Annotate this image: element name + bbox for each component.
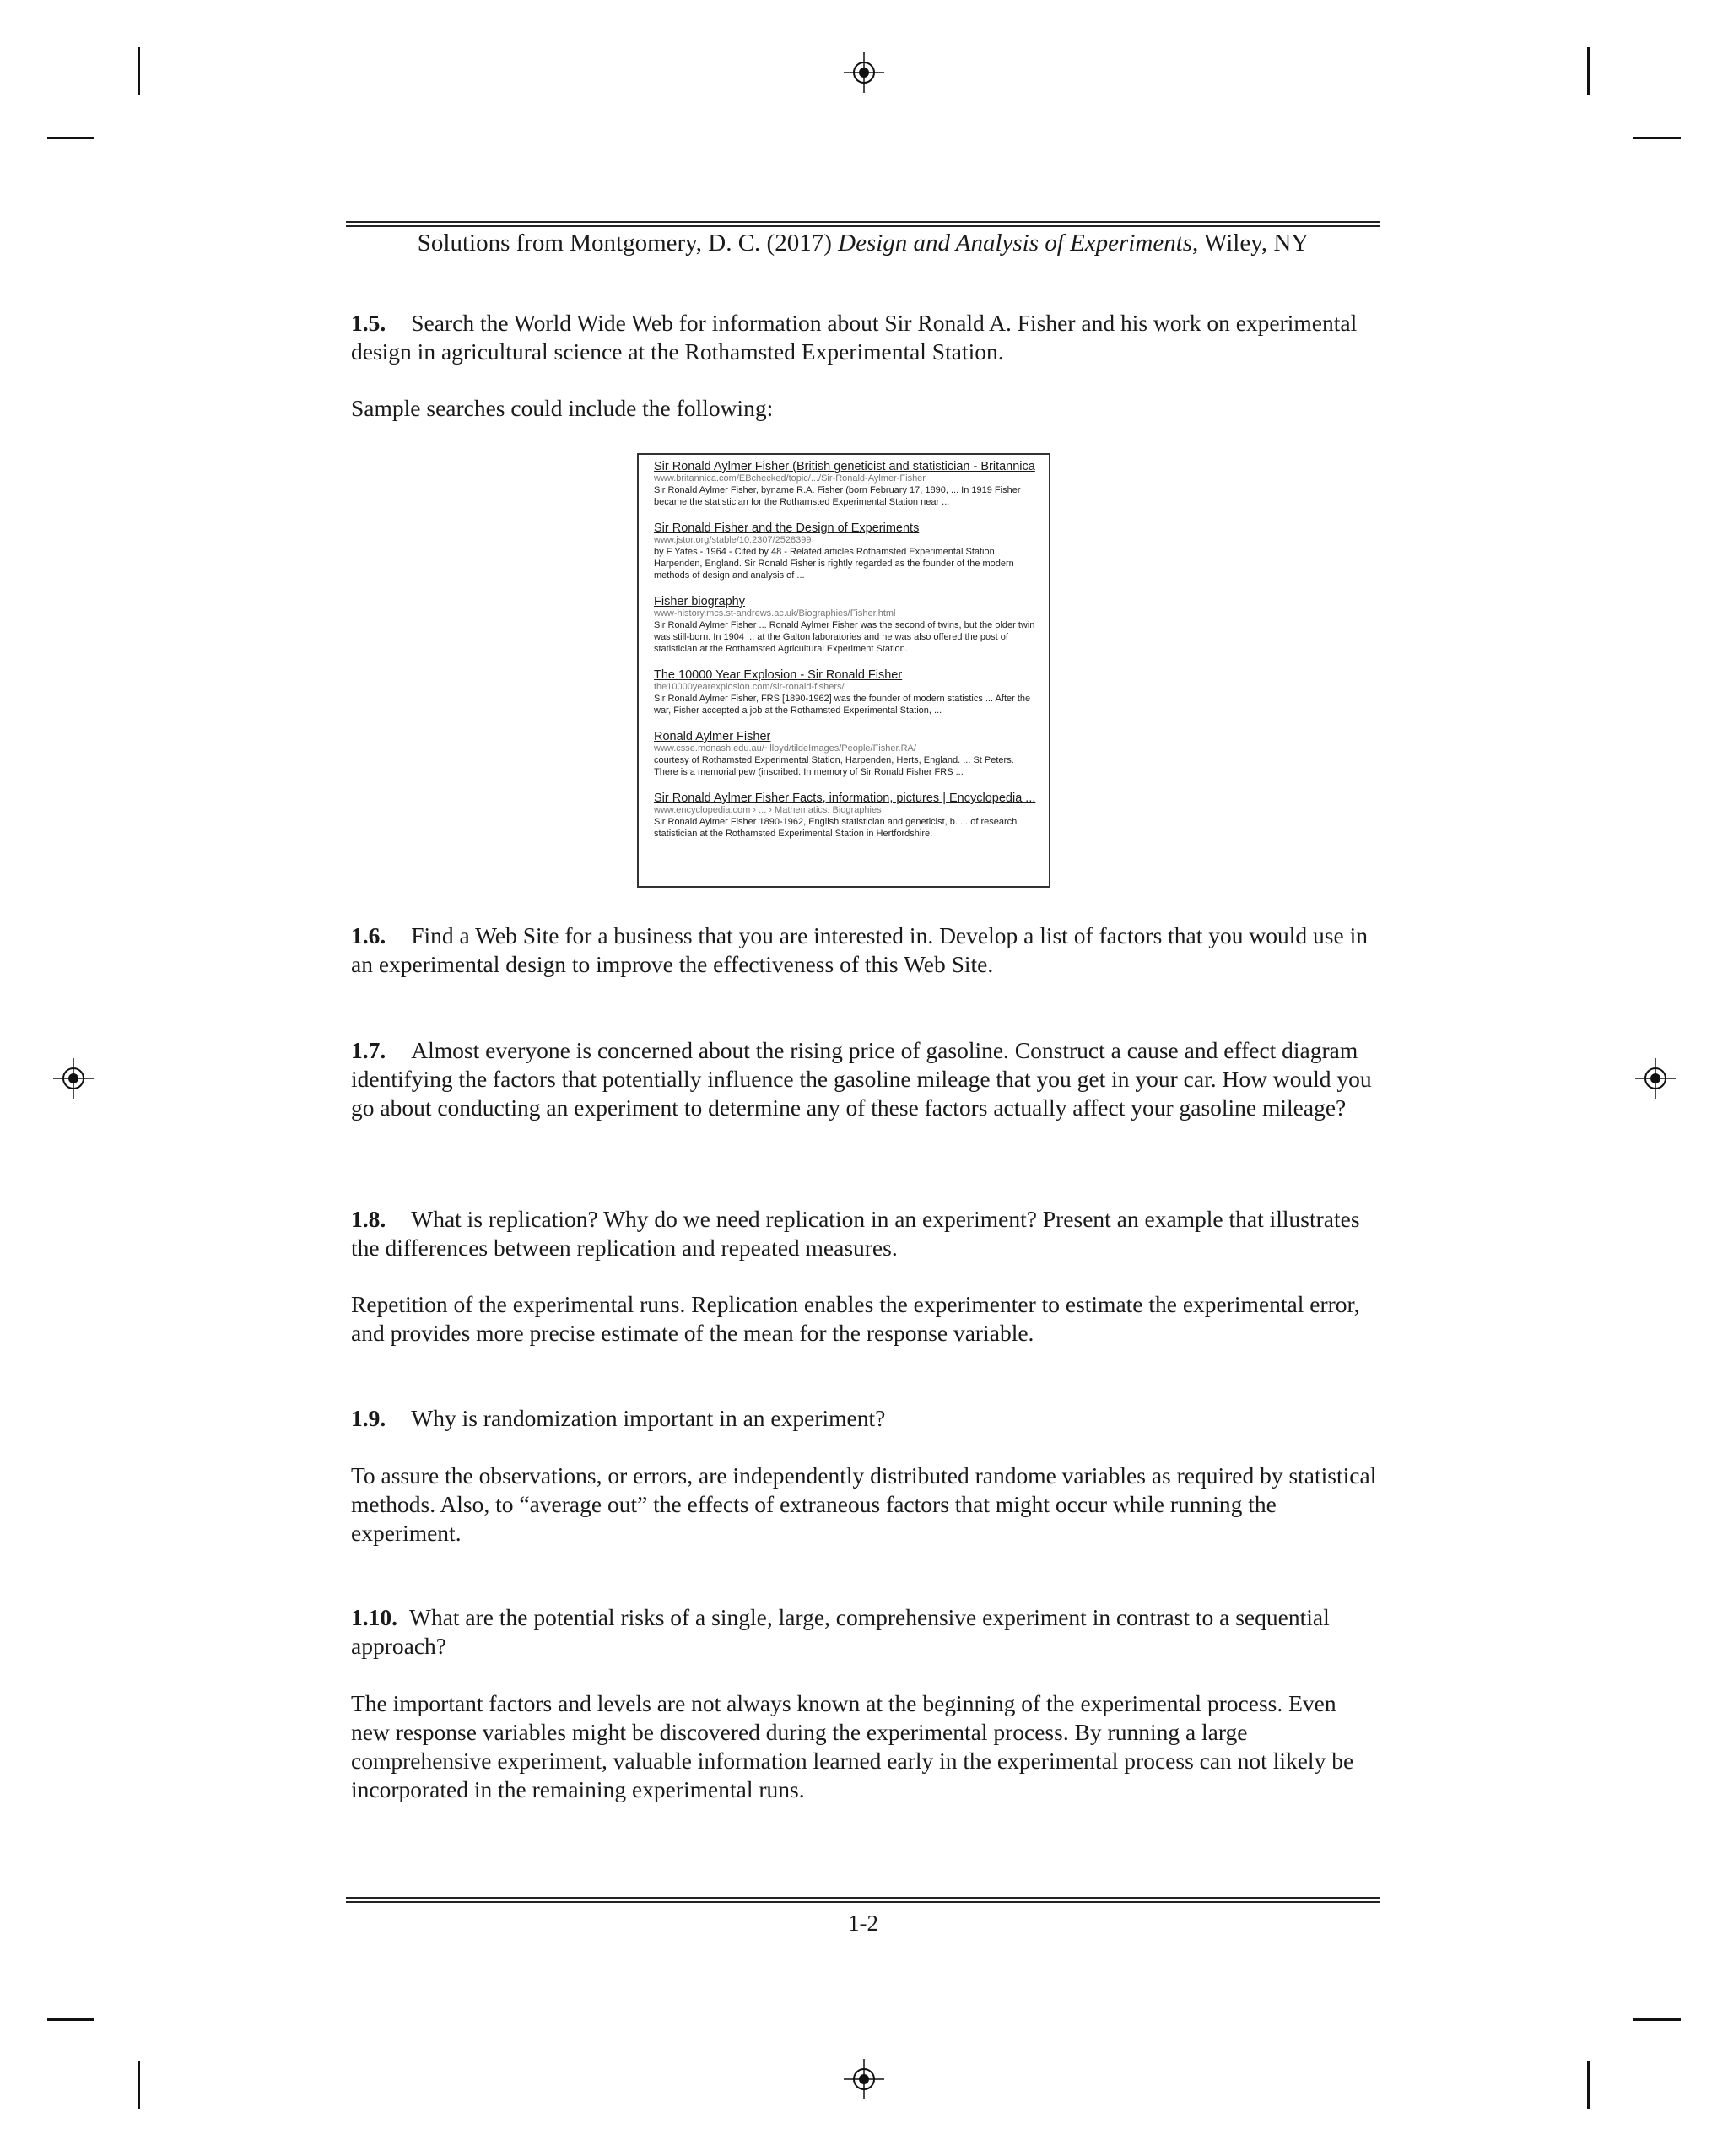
- registration-mark-top-icon: [844, 52, 884, 93]
- registration-mark-bottom-icon: [844, 2059, 884, 2099]
- problem-question: 1.7. Almost everyone is concerned about the rising price of gasoline. Construct a cause and effect diagram identifying the factors that potentially influence the gasoline mileage that you get in your car. How would you go about conducting an experiment to determine any of these factors actually affect your gasoline mileage?: [351, 1037, 1372, 1121]
- search-result-url: www-history.mcs.st-andrews.ac.uk/Biographies/Fisher.html: [654, 608, 896, 619]
- search-result-url: www.csse.monash.edu.au/~lloyd/tildeImages/People/Fisher.RA/: [654, 743, 916, 754]
- search-result-snippet: by F Yates - 1964 - Cited by 48 - Related articles Rothamsted Experimental Station, Harpenden, England. Sir Ronald Fisher is rightly regarded as the founder of the modern methods of design and analysis of ...: [654, 547, 1014, 581]
- page-number: 1-2: [848, 1910, 878, 1936]
- crop-mark-top-right-horizontal: [1634, 137, 1681, 139]
- problem-question: 1.9. Why is randomization important in an experiment?: [351, 1405, 886, 1431]
- search-result: [654, 521, 1037, 581]
- problem-1-8: [351, 1205, 1380, 1262]
- problem-question: 1.8. What is replication? Why do we need replication in an experiment? Present an example that illustrates the differences between replication and repeated measures.: [351, 1206, 1360, 1261]
- problem-number: 1.7.: [351, 1037, 386, 1063]
- search-result-url: www.encyclopedia.com › ... › Mathematics: Biographies: [654, 805, 882, 815]
- crop-mark-bottom-right-horizontal: [1634, 2018, 1681, 2021]
- search-result-snippet: Sir Ronald Aylmer Fisher 1890-1962, English statistician and geneticist, b. ... of research statistician at the Rothamsted Experimental Station in Hertfordshire.: [654, 817, 1018, 839]
- crop-mark-bottom-left-vertical: [138, 2061, 140, 2109]
- problem-1-5: [351, 309, 1380, 366]
- problem-1-9-answer: [351, 1462, 1380, 1548]
- crop-mark-top-left-vertical: [138, 47, 140, 95]
- problem-1-10: [351, 1603, 1380, 1661]
- crop-mark-bottom-left-horizontal: [47, 2018, 94, 2021]
- problem-question: 1.5. Search the World Wide Web for information about Sir Ronald A. Fisher and his work on experimental design in agricultural science at the Rothamsted Experimental Station.: [351, 310, 1358, 365]
- registration-mark-left-icon: [53, 1058, 94, 1099]
- problem-question: 1.10. What are the potential risks of a single, large, comprehensive experiment in contrast to a sequential approach?: [351, 1604, 1330, 1659]
- search-result-title[interactable]: Sir Ronald Aylmer Fisher (British geneticist and statistician - Britannica: [654, 460, 1035, 473]
- search-result-title[interactable]: The 10000 Year Explosion - Sir Ronald Fisher: [654, 668, 903, 682]
- search-result-snippet: courtesy of Rothamsted Experimental Station, Harpenden, Herts, England. ... St Peters. There is a memorial pew (inscribed: In memory of Sir Ronald Fisher FRS ...: [654, 755, 1014, 777]
- problem-1-6: [351, 921, 1380, 979]
- search-result-url: the10000yearexplosion.com/sir-ronald-fishers/: [654, 682, 845, 692]
- search-result-title[interactable]: Ronald Aylmer Fisher: [654, 730, 771, 743]
- crop-mark-top-left-horizontal: [47, 137, 94, 139]
- problem-number: 1.6.: [351, 922, 386, 948]
- footer-rule: [346, 1897, 1380, 1903]
- search-result: [654, 668, 1037, 716]
- problem-1-8-answer: [351, 1290, 1380, 1348]
- header-suffix: , Wiley, NY: [1192, 230, 1310, 257]
- problem-number: 1.5.: [351, 310, 386, 336]
- problem-1-9: [351, 1404, 1380, 1433]
- crop-mark-top-right-vertical: [1587, 47, 1590, 95]
- search-result-title[interactable]: Sir Ronald Fisher and the Design of Experiments: [654, 521, 920, 535]
- search-results-screenshot: [637, 453, 1050, 888]
- search-result: [654, 595, 1037, 655]
- problem-1-7: [351, 1036, 1380, 1122]
- problem-question: 1.6. Find a Web Site for a business that you are interested in. Develop a list of factors that you would use in an experimental design to improve the effectiveness of this Web Site.: [351, 922, 1368, 977]
- header-book-title: Design and Analysis of Experiments: [838, 230, 1193, 257]
- running-header: [346, 226, 1380, 260]
- search-result-url: www.britannica.com/EBchecked/topic/.../Sir-Ronald-Aylmer-Fisher: [654, 473, 926, 484]
- search-result-snippet: Sir Ronald Aylmer Fisher, FRS [1890-1962] was the founder of modern statistics ... After the war, Fisher accepted a job at the Rothamsted Experimental Station, ...: [654, 694, 1031, 716]
- search-result: [654, 460, 1037, 508]
- search-result: [654, 730, 1037, 778]
- crop-mark-bottom-right-vertical: [1587, 2061, 1590, 2109]
- answer-text: Sample searches could include the following:: [351, 395, 774, 421]
- header-prefix: Solutions from Montgomery, D. C. (2017): [417, 230, 839, 257]
- search-result-url: www.jstor.org/stable/10.2307/2528399: [654, 535, 812, 545]
- answer-text: To assure the observations, or errors, are independently distributed randome variables as required by statistical methods. Also, to “average out” the effects of extraneous factors that might occur while running the experiment.: [351, 1462, 1377, 1546]
- answer-text: Repetition of the experimental runs. Replication enables the experimenter to estimate the experimental error, and provides more precise estimate of the mean for the response variable.: [351, 1291, 1360, 1346]
- registration-mark-right-icon: [1635, 1058, 1676, 1099]
- search-result: [654, 792, 1037, 840]
- search-result-title[interactable]: Sir Ronald Aylmer Fisher Facts, information, pictures | Encyclopedia ...: [654, 792, 1036, 805]
- problem-1-5-answer: [351, 394, 1380, 423]
- search-result-title[interactable]: Fisher biography: [654, 595, 745, 608]
- problem-number: 1.10.: [351, 1604, 397, 1630]
- problem-1-10-answer: [351, 1689, 1380, 1804]
- problem-number: 1.8.: [351, 1206, 386, 1232]
- search-result-snippet: Sir Ronald Aylmer Fisher, byname R.A. Fisher (born February 17, 1890, ... In 1919 Fisher became the statistician for the Rothamsted Experimental Station near ...: [654, 485, 1021, 507]
- search-result-snippet: Sir Ronald Aylmer Fisher ... Ronald Aylmer Fisher was the second of twins, but the older twin was still-born. In 1904 ... at the Galton laboratories and he was also offered the post of statistician at the Rothamsted Agricultural Experiment Station.: [654, 620, 1035, 654]
- problem-number: 1.9.: [351, 1405, 386, 1431]
- answer-text: The important factors and levels are not always known at the beginning of the experimental process. Even new response variables might be discovered during the experimental process. By running a large comprehensive experiment, valuable information learned early in the experimental process can not likely be incorporated in the remaining experimental runs.: [351, 1690, 1354, 1802]
